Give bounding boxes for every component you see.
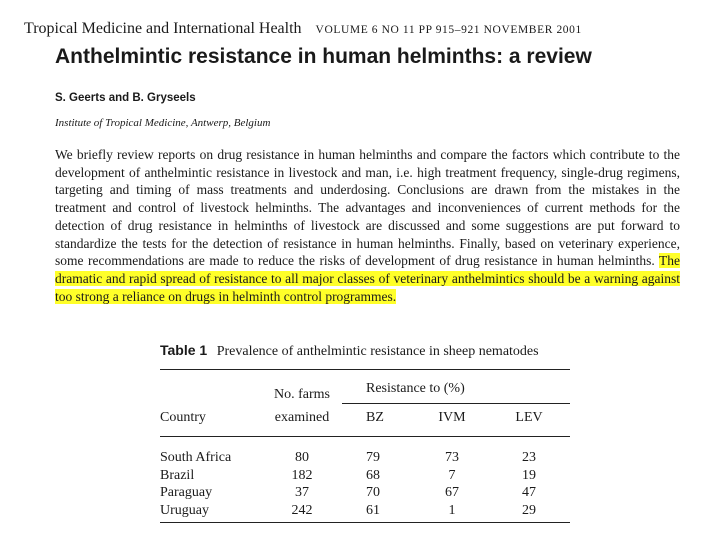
table-row: [160, 467, 570, 485]
cell-country: South Africa: [160, 450, 232, 465]
table-caption: [160, 342, 570, 360]
article-authors: S. Geerts and B. Gryseels: [55, 92, 196, 104]
col-ivm: IVM: [438, 409, 466, 425]
col-farms-line2: examined: [274, 409, 330, 425]
col-resistance-span: Resistance to (%): [342, 370, 570, 404]
col-lev: LEV: [515, 409, 543, 425]
cell-ivm: 67: [445, 485, 459, 500]
cell-country: Brazil: [160, 467, 195, 483]
cell-farms: 182: [291, 467, 313, 483]
cell-ivm: 7: [448, 467, 456, 483]
abstract-text: We briefly review reports on drug resistance in human helminths and compare the factors which contribute to the development of anthelmintic resistance in livestock and man, i.e. high treatment frequency, single-drug regimens, targeting and timing of mass treatments and underdosing. Conclusions are drawn from the mistakes in the treatment and control of livestock helminths. The advantages and inconveniences of current methods for the detection of drug resistance in helminths of livestock are discussed and some suggestions are put forward to standardize the tests for the detection of resistance in human helminths. Finally, based on veterinary experience, some recommendations are made to reduce the risks of development of drug resistance in human helminths.: [55, 147, 680, 269]
table-row: [160, 437, 570, 467]
table-caption-text: Prevalence of anthelmintic resistance in sheep nematodes: [216, 344, 539, 359]
cell-country: Uruguay: [160, 502, 209, 518]
cell-lev: 29: [522, 502, 536, 518]
author-affiliation: Institute of Tropical Medicine, Antwerp, Belgium: [55, 117, 271, 129]
cell-ivm: 1: [448, 502, 456, 518]
volume-info: VOLUME 6 NO 11 PP 915–921 NOVEMBER 2001: [315, 24, 582, 36]
table-label: Table 1: [160, 342, 208, 358]
cell-lev: 23: [522, 450, 536, 465]
cell-bz: 68: [366, 467, 380, 483]
table-row: [160, 484, 570, 502]
abstract: [55, 146, 680, 305]
cell-bz: 79: [366, 450, 380, 465]
cell-ivm: 73: [445, 450, 459, 465]
cell-country: Paraguay: [160, 485, 213, 500]
cell-farms: 80: [295, 450, 309, 465]
journal-name: Tropical Medicine and International Health: [24, 20, 302, 37]
table-subheader-row: [160, 403, 570, 437]
journal-header: [24, 20, 582, 38]
cell-lev: 19: [522, 467, 536, 483]
cell-farms: 37: [295, 485, 309, 500]
abstract-highlight: The dramatic and rapid spread of resistance to all major classes of veterinary anthelmintics should be a warning against too strong a reliance on drugs in helminth control programmes.: [55, 253, 680, 304]
resistance-table-section: [160, 342, 570, 523]
col-farms-line1: No. farms: [274, 386, 330, 402]
cell-bz: 61: [366, 502, 380, 518]
resistance-table: [160, 369, 570, 523]
cell-lev: 47: [522, 485, 536, 500]
table-row: [160, 502, 570, 523]
article-title: Anthelmintic resistance in human helminths: a review: [55, 45, 592, 68]
table-header-row: [160, 370, 570, 404]
col-bz: BZ: [366, 409, 384, 425]
cell-farms: 242: [291, 502, 313, 518]
cell-bz: 70: [366, 485, 380, 500]
col-country: Country: [160, 409, 206, 425]
